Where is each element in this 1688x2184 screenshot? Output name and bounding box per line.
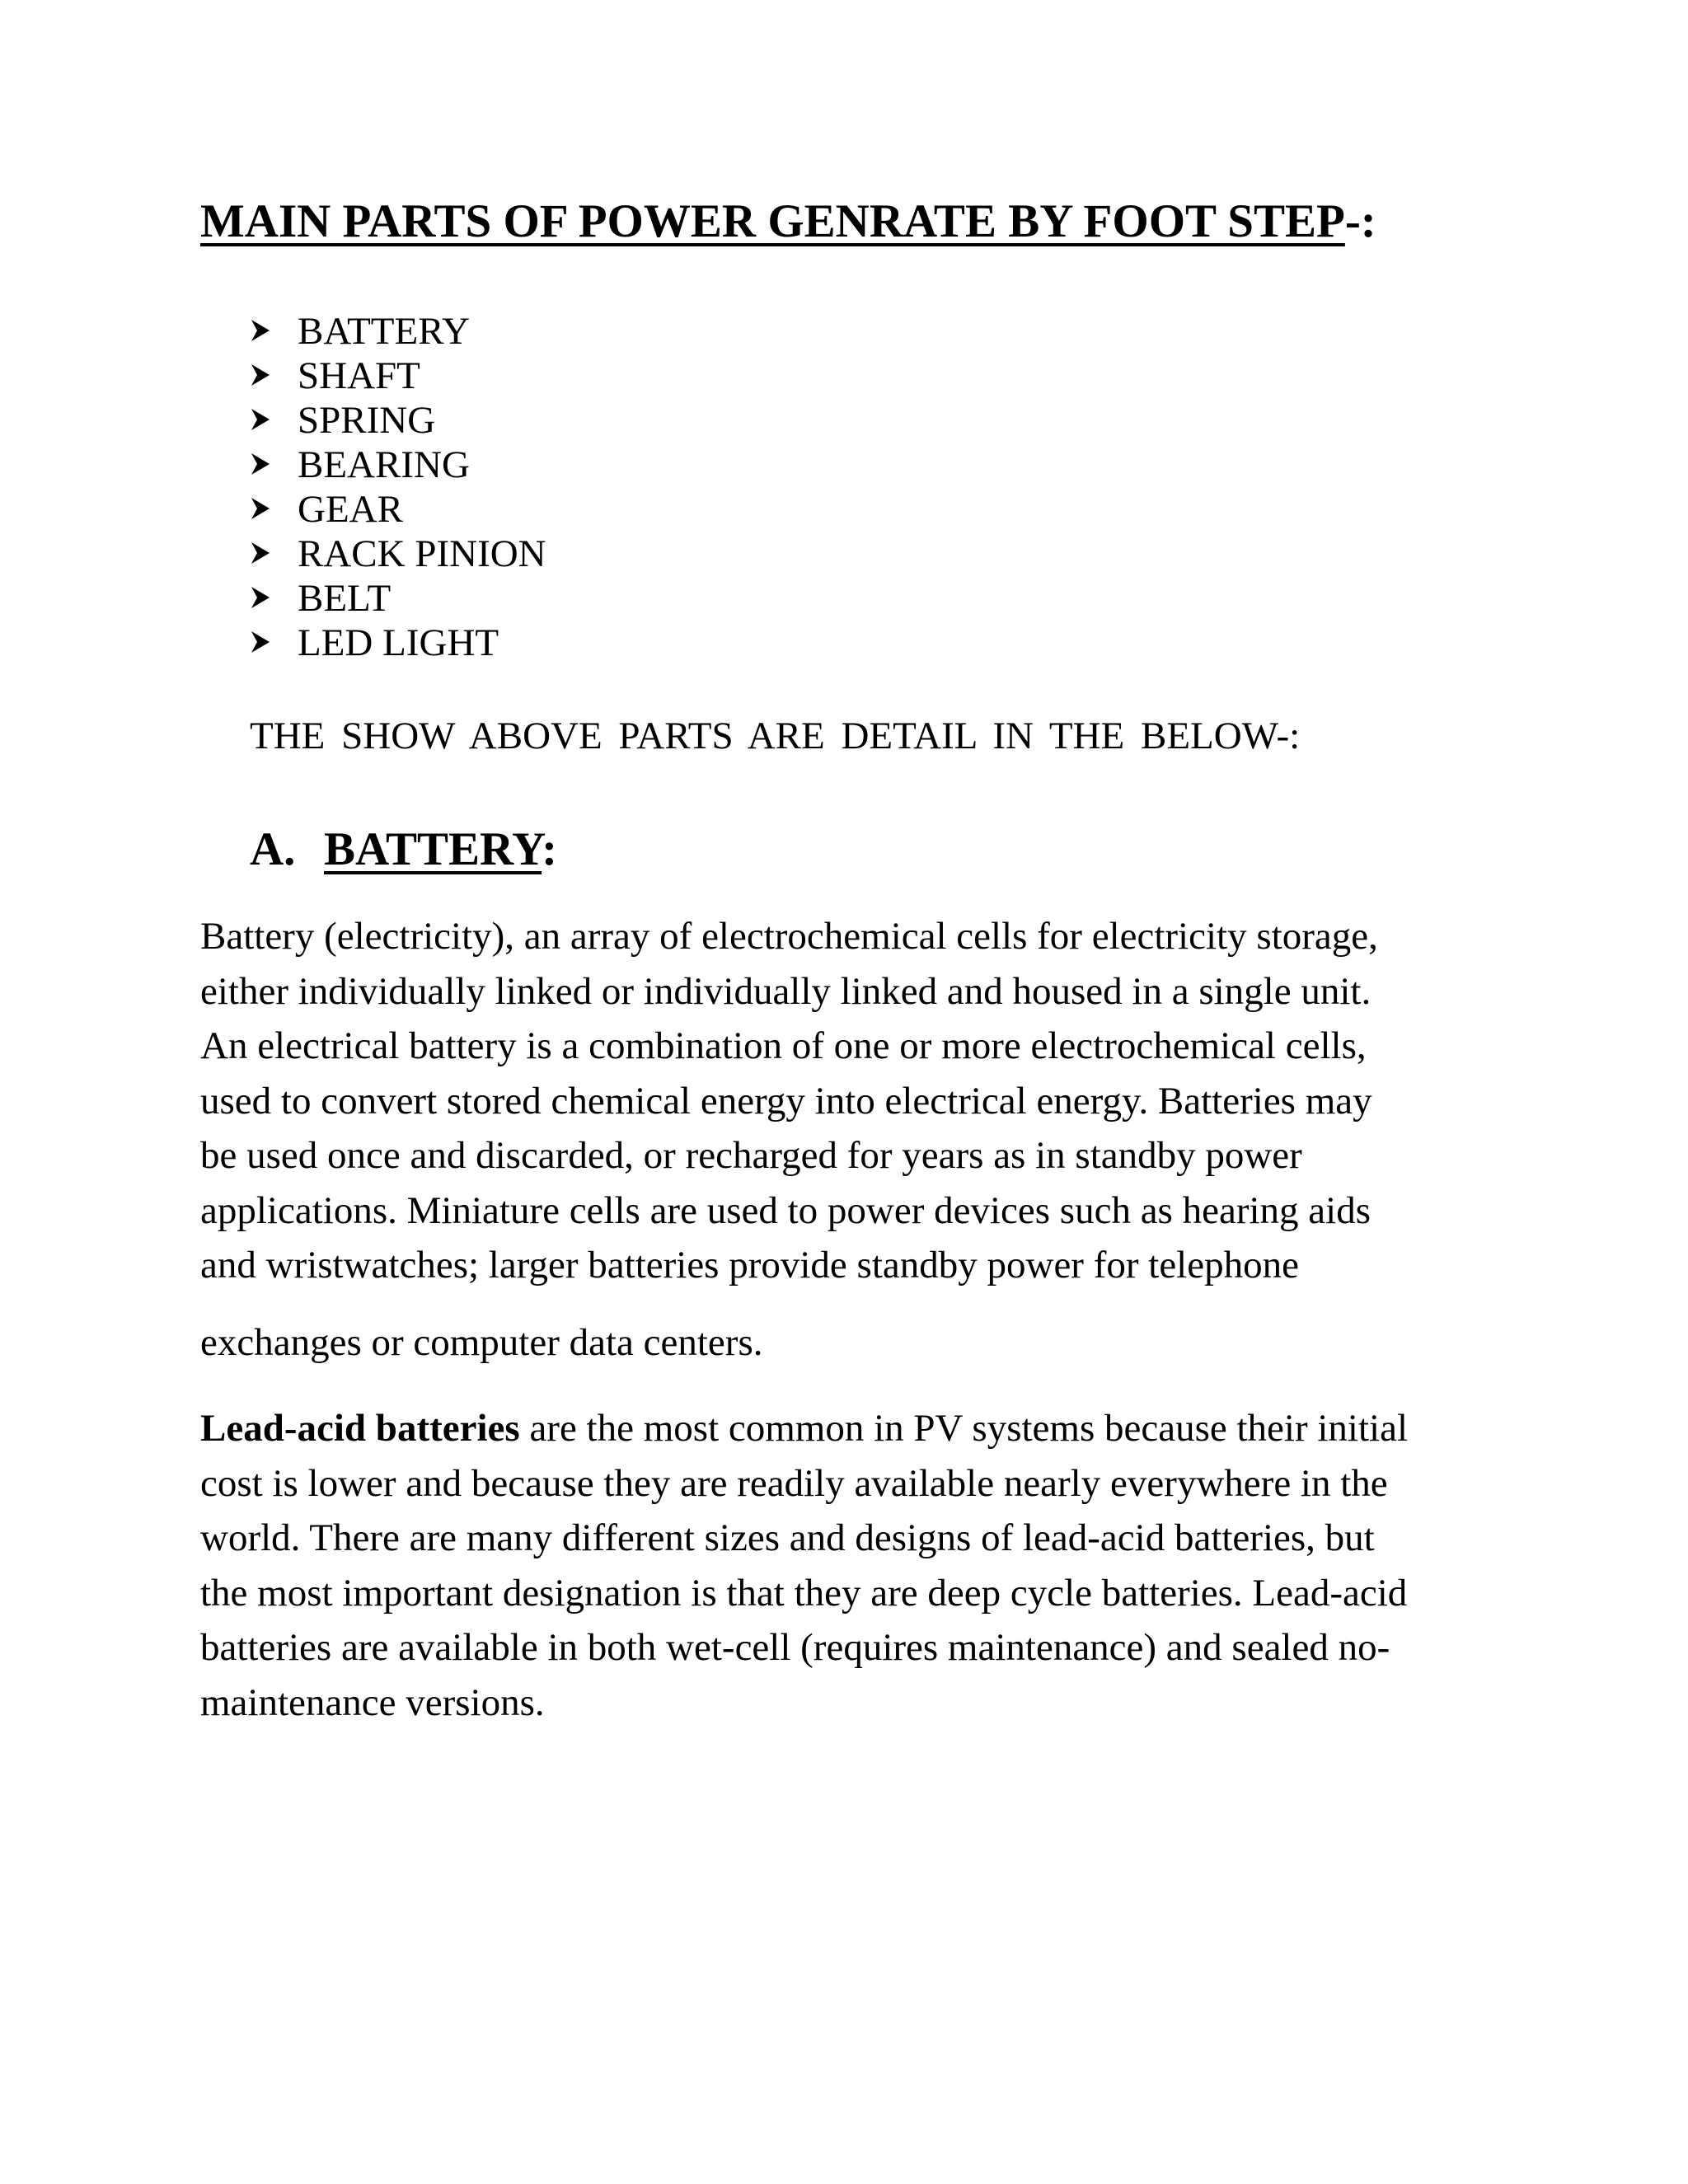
- page-title: [200, 196, 1376, 248]
- arrow-bullet-icon: [250, 576, 298, 621]
- paragraph-line: and wristwatches; larger batteries provide standby power for telephone: [200, 1244, 1299, 1286]
- lead-acid-paragraph: [200, 1401, 1519, 1730]
- first-line-rest: are the most common in PV systems because their initial: [519, 1407, 1409, 1450]
- arrow-bullet-icon: [250, 398, 298, 443]
- arrow-bullet-icon: [250, 443, 298, 487]
- paragraph-line: the most important designation is that they are deep cycle batteries. Lead-acid: [200, 1571, 1408, 1615]
- paragraph-line: maintenance versions.: [200, 1680, 545, 1724]
- paragraph-line: exchanges or computer data centers.: [200, 1320, 763, 1364]
- list-item-label: BELT: [298, 577, 392, 620]
- paragraph-line: batteries are available in both wet-cell (requires maintenance) and sealed no-: [200, 1626, 1390, 1669]
- page-title-suffix: -:: [1344, 195, 1376, 247]
- arrow-bullet-icon: [250, 309, 298, 354]
- arrow-bullet-icon: [250, 354, 298, 398]
- list-item: [250, 398, 546, 443]
- paragraph-line: used to convert stored chemical energy into electrical energy. Batteries may: [200, 1079, 1372, 1122]
- intro-text: THE SHOW ABOVE PARTS ARE DETAIL IN THE BELOW-:: [250, 715, 1301, 757]
- list-item-label: SPRING: [298, 399, 436, 442]
- paragraph-line: applications. Miniature cells are used to power devices such as hearing aids: [200, 1188, 1371, 1232]
- list-item-label: GEAR: [298, 488, 403, 531]
- list-item: [250, 309, 546, 354]
- section-heading-battery: [250, 824, 557, 876]
- list-item: [250, 532, 546, 576]
- list-item-label: SHAFT: [298, 354, 420, 397]
- paragraph-line: An electrical battery is a combination of one or more electrochemical cells,: [200, 1024, 1367, 1067]
- list-item-label: BATTERY: [298, 310, 470, 353]
- list-item-label: RACK PINION: [298, 532, 546, 575]
- paragraph-line: be used once and discarded, or recharged for years as in standby power: [200, 1134, 1302, 1177]
- paragraph-line: [200, 1401, 1519, 1456]
- section-heading-text: BATTERY: [324, 823, 542, 875]
- page-title-text: MAIN PARTS OF POWER GENRATE BY FOOT STEP: [200, 195, 1345, 247]
- parts-list: [250, 309, 546, 665]
- list-item-label: LED LIGHT: [298, 621, 499, 664]
- battery-paragraph: [200, 909, 1519, 1370]
- paragraph-line: either individually linked or individually linked and housed in a single unit.: [200, 969, 1372, 1013]
- arrow-bullet-icon: [250, 487, 298, 532]
- list-item: [250, 354, 546, 398]
- list-item-label: BEARING: [298, 443, 470, 486]
- paragraph-line: Battery (electricity), an array of electrochemical cells for electricity storage,: [200, 915, 1378, 958]
- list-item: [250, 443, 546, 487]
- list-item: [250, 487, 546, 532]
- list-item: [250, 576, 546, 621]
- section-heading-suffix: :: [542, 823, 558, 875]
- list-item: [250, 621, 546, 665]
- arrow-bullet-icon: [250, 621, 298, 665]
- bold-lead-text: Lead-acid batteries: [200, 1407, 520, 1450]
- arrow-bullet-icon: [250, 532, 298, 576]
- paragraph-line: cost is lower and because they are readily available nearly everywhere in the: [200, 1461, 1388, 1505]
- section-letter: A.: [250, 823, 296, 875]
- paragraph-line: world. There are many different sizes and designs of lead-acid batteries, but: [200, 1516, 1375, 1559]
